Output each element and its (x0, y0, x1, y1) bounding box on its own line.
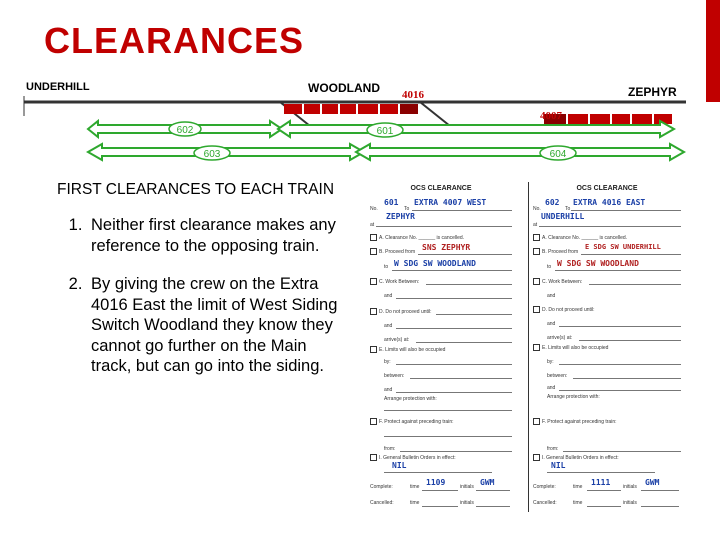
complete-time: 1111 (591, 478, 611, 487)
checkbox-e (533, 344, 540, 351)
row-i: I. General Bulletin Orders in effect: (542, 455, 619, 461)
proceed-from: SNS ZEPHYR (422, 243, 471, 252)
clearance-form-601 (366, 182, 516, 512)
row-d: D. Do not proceed until: (542, 307, 595, 313)
to-word: to (547, 264, 552, 270)
train-4007-label: 4007 (540, 110, 562, 122)
complete-initials: GWM (480, 478, 495, 487)
block-603-label: 603 (203, 149, 221, 160)
at-label: at (533, 222, 538, 228)
complete-label: Complete: (370, 484, 393, 490)
and-word: and (384, 293, 393, 299)
checkbox-i (533, 454, 540, 461)
by-word: by: (384, 359, 391, 365)
no-label: No. (533, 206, 541, 212)
body-text (57, 180, 345, 395)
arrange-word: Arrange protection with: (547, 394, 600, 400)
track-diagram (20, 74, 690, 174)
complete-time: 1109 (426, 478, 446, 487)
row-c: C. Work Between: (542, 279, 583, 285)
checkbox-a (533, 234, 540, 241)
initials-label-cancel: initials (460, 500, 474, 506)
checkbox-e (370, 346, 377, 353)
row-f: F. Protect against preceding train: (379, 419, 454, 425)
clearance-number: 602 (545, 198, 560, 207)
cancelled-label: Cancelled: (533, 500, 557, 506)
form-header: OCS CLEARANCE (576, 185, 638, 192)
at-label: at (370, 222, 375, 228)
station-woodland: WOODLAND (308, 81, 380, 95)
point-2: 2. By giving the crew on the Extra 4016 East the limit of West Siding Switch Woodland they know they cannot go further on the Main track, but can go into the siding. (87, 274, 345, 377)
time-label-cancel: time (573, 500, 583, 506)
to-word: to (384, 264, 389, 270)
points-list (57, 215, 345, 377)
and-word-e: and (384, 387, 393, 393)
gbo-value: NIL (551, 461, 566, 470)
between-word: between: (547, 373, 568, 379)
row-c: C. Work Between: (379, 279, 420, 285)
proceed-to: W SDG SW WOODLAND (557, 259, 639, 268)
row-i: I. General Bulletin Orders in effect: (379, 455, 456, 461)
checkbox-d (533, 306, 540, 313)
body-heading: FIRST CLEARANCES TO EACH TRAIN (57, 181, 335, 198)
and-word-e: and (547, 385, 556, 391)
slide-title: CLEARANCES (44, 20, 305, 61)
row-b: B. Proceed from (379, 249, 416, 255)
proceed-to: W SDG SW WOODLAND (394, 259, 476, 268)
row-f: F. Protect against preceding train: (542, 419, 617, 425)
initials-label: initials (623, 484, 637, 490)
at-value: ZEPHYR (386, 212, 415, 221)
accent-bar (706, 0, 720, 102)
row-a: A. Clearance No. ______ is cancelled. (379, 235, 465, 241)
and-word-d: and (547, 321, 556, 327)
row-d: D. Do not proceed until: (379, 309, 432, 315)
between-word: between: (384, 373, 405, 379)
and-word: and (547, 293, 556, 299)
to-label: To (565, 206, 571, 212)
from-word: from: (384, 446, 396, 452)
time-label-cancel: time (410, 500, 420, 506)
checkbox-c (370, 278, 377, 285)
gbo-value: NIL (392, 461, 407, 470)
checkbox-f (533, 418, 540, 425)
checkbox-b (370, 248, 377, 255)
checkbox-a (370, 234, 377, 241)
block-604-label: 604 (549, 149, 567, 160)
initials-label: initials (460, 484, 474, 490)
initials-label-cancel: initials (623, 500, 637, 506)
time-label: time (410, 484, 420, 490)
time-label: time (573, 484, 583, 490)
no-label: No. (370, 206, 378, 212)
cancelled-label: Cancelled: (370, 500, 394, 506)
row-b: B. Proceed from (542, 249, 579, 255)
block-603 (88, 144, 364, 160)
point-1: 1. Neither first clearance makes any reference to the opposing train. (87, 215, 345, 256)
checkbox-i (370, 454, 377, 461)
arrive-word: arrive(s) at: (547, 335, 573, 341)
arrange-word: Arrange protection with: (384, 396, 437, 402)
row-e: E. Limits will also be occupied (379, 347, 446, 353)
to-label: To (404, 206, 410, 212)
checkbox-f (370, 418, 377, 425)
from-word: from: (547, 446, 559, 452)
form-header: OCS CLEARANCE (410, 185, 472, 192)
at-value: UNDERHILL (541, 212, 585, 221)
checkbox-d (370, 308, 377, 315)
clearance-number: 601 (384, 198, 399, 207)
siding-switch-east (420, 102, 450, 126)
block-604 (356, 144, 684, 160)
arrive-word: arrive(s) at: (384, 337, 410, 343)
block-602-label: 602 (176, 125, 194, 136)
to-value: EXTRA 4007 WEST (414, 198, 487, 207)
station-underhill: UNDERHILL (26, 81, 90, 93)
by-word: by: (547, 359, 554, 365)
train-4007 (540, 110, 672, 124)
proceed-from: E SDG SW UNDERHILL (585, 243, 661, 251)
to-value: EXTRA 4016 EAST (573, 198, 646, 207)
complete-initials: GWM (645, 478, 660, 487)
clearance-form-602 (528, 182, 685, 512)
train-4016-label: 4016 (402, 89, 424, 101)
row-a: A. Clearance No. ______ is cancelled. (542, 235, 628, 241)
checkbox-c (533, 278, 540, 285)
complete-label: Complete: (533, 484, 556, 490)
and-word-d: and (384, 323, 393, 329)
station-zephyr: ZEPHYR (628, 85, 677, 99)
row-e: E. Limits will also be occupied (542, 345, 609, 351)
checkbox-b (533, 248, 540, 255)
block-601-label: 601 (376, 126, 394, 137)
block-602 (88, 121, 282, 137)
